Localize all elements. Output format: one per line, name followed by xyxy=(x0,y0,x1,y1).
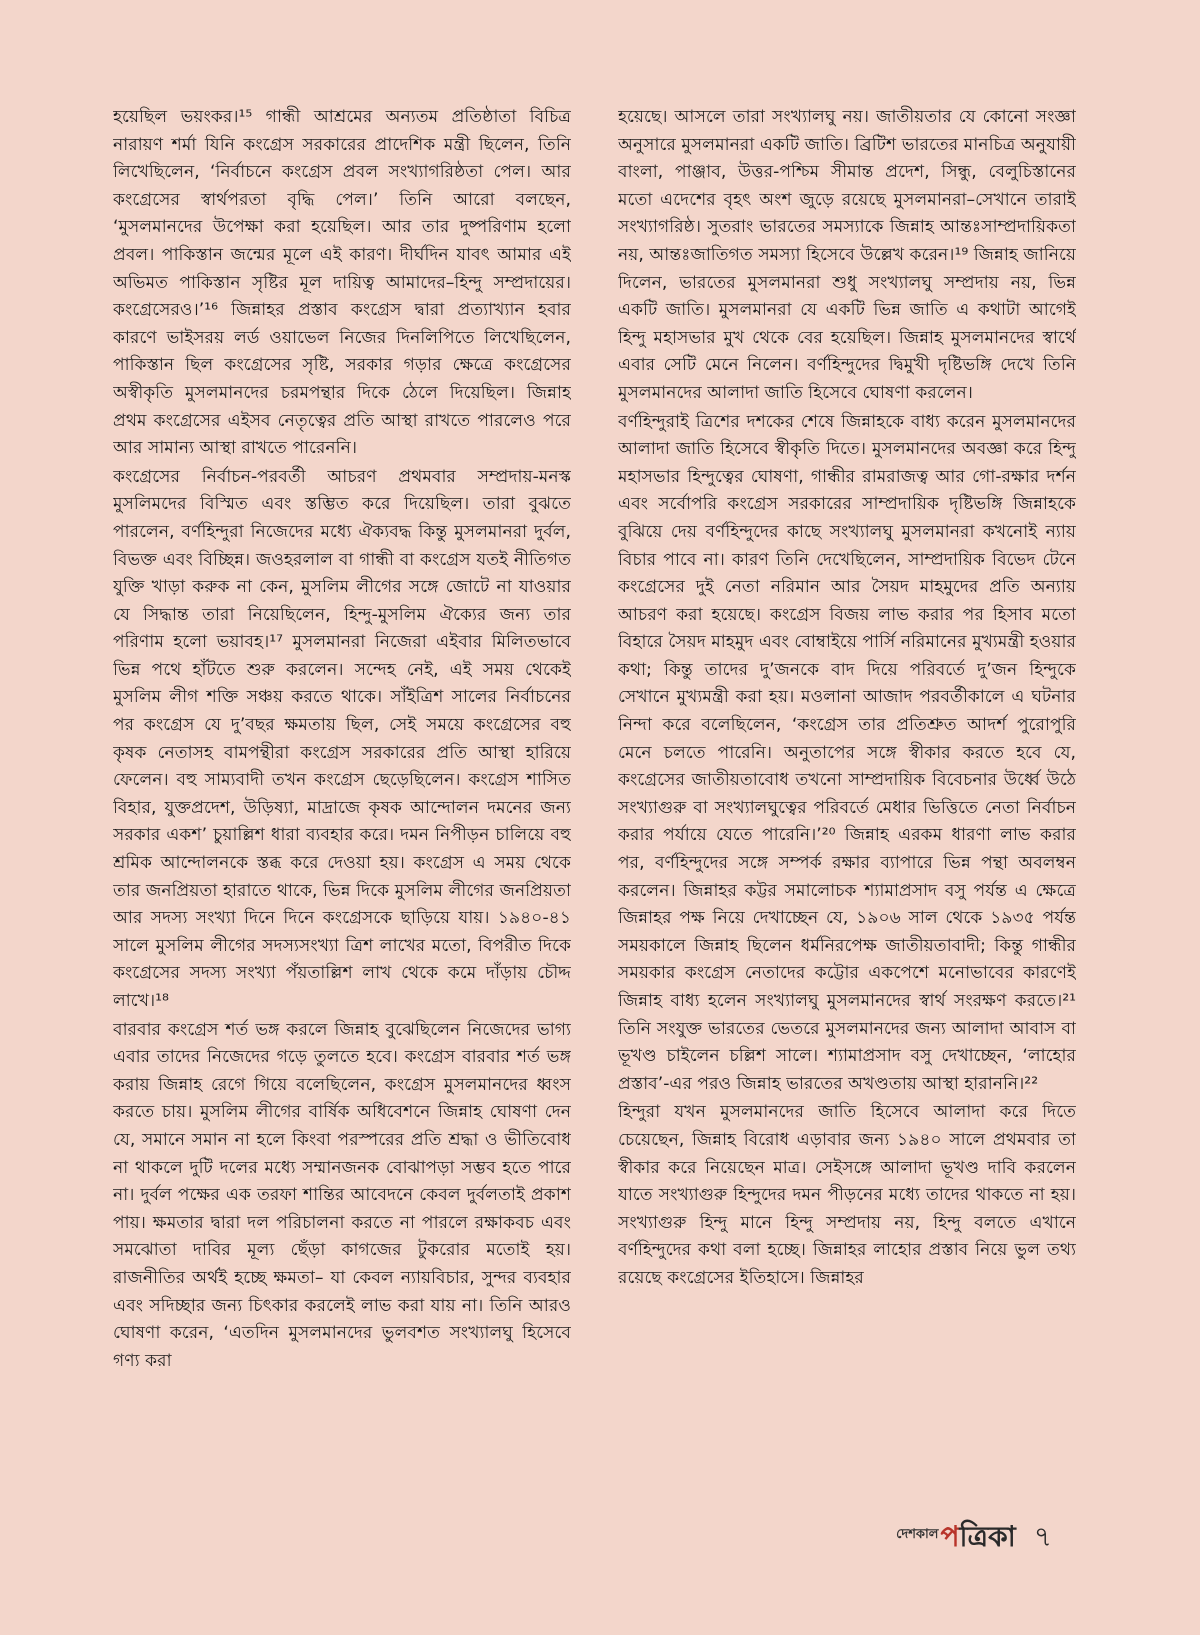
magazine-logo xyxy=(896,1522,1016,1552)
logo-main-rest: ত্রিকা xyxy=(959,1520,1016,1553)
left-paragraph-2: কংগ্রেসের নির্বাচন-পরবর্তী আচরণ প্রথমবার সম্প্রদায়-মনস্ক মুসলিমদের বিস্মিত এবং স্তম্ভিত করে দিয়েছিল। তারা বুঝতে পারলেন, বর্ণহিন্দুরা নিজেদের মধ্যে ঐক্যবদ্ধ কিন্তু মুসলমানরা দুর্বল, বিভক্ত এবং বিচ্ছিন্ন। জওহরলাল বা গান্ধী বা কংগ্রেস যতই নীতিগত যুক্তি খাড়া করুক না কেন, মুসলিম লীগের সঙ্গে জোটে না যাওয়ার যে সিদ্ধান্ত তারা নিয়েছিলেন, হিন্দু-মুসলিম ঐক্যের জন্য তার পরিণাম হলো ভয়াবহ।¹⁷ মুসলমানরা নিজেরা এইবার মিলিতভাবে ভিন্ন পথে হাঁটতে শুরু করলেন। সন্দেহ নেই, এই সময় থেকেই মুসলিম লীগ শক্তি সঞ্চয় করতে থাকে। সাঁইত্রিশ সালের নির্বাচনের পর কংগ্রেস যে দু’বছর ক্ষমতায় ছিল, সেই সময়ে কংগ্রেসের বহু কৃষক নেতাসহ বামপন্থীরা কংগ্রেস সরকারের প্রতি আস্থা হারিয়ে ফেলেন। বহু সাম্যবাদী তখন কংগ্রেস ছেড়েছিলেন। কংগ্রেস শাসিত বিহার, যুক্তপ্রদেশ, উড়িষ্যা, মাদ্রাজে কৃষক আন্দোলন দমনের জন্য সরকার একশ’ চুয়াল্লিশ ধারা ব্যবহার করে। দমন নিপীড়ন চালিয়ে বহু শ্রমিক আন্দোলনকে স্তব্ধ করে দেওয়া হয়। কংগ্রেস এ সময় থেকে তার জনপ্রিয়তা হারাতে থাকে, ভিন্ন দিকে মুসলিম লীগের জনপ্রিয়তা আর সদস্য সংখ্যা দিনে দিনে কংগ্রেসকে ছাড়িয়ে যায়। ১৯৪০-৪১ সালে মুসলিম লীগের সদস্যসংখ্যা ত্রিশ লাখের মতো, বিপরীত দিকে কংগ্রেসের সদস্য সংখ্যা পঁয়তাল্লিশ লাখ থেকে কমে দাঁড়ায় চৌদ্দ লাখে।¹⁸ xyxy=(113,466,571,1011)
right-column xyxy=(618,104,1076,1499)
right-paragraph-3: হিন্দুরা যখন মুসলমানদের জাতি হিসেবে আলাদা করে দিতে চেয়েছেন, জিন্নাহ বিরোধ এড়াবার জন্য ১৯৪০ সালে প্রথমবার তা স্বীকার করে নিয়েছেন মাত্র। সেইসঙ্গে আলাদা ভূখণ্ড দাবি করলেন যাতে সংখ্যাগুরু হিন্দুদের দমন পীড়নের মধ্যে তাদের থাকতে না হয়। সংখ্যাগুরু হিন্দু মানে হিন্দু সম্প্রদায় নয়, হিন্দু বলতে এখানে বর্ণহিন্দুদের কথা বলা হচ্ছে। জিন্নাহর লাহোর প্রস্তাব নিয়ে ভুল তথ্য রয়েছে কংগ্রেসের ইতিহাসে। জিন্নাহর xyxy=(618,1102,1076,1288)
page-footer xyxy=(896,1508,1052,1552)
logo-prefix: দেশকাল xyxy=(896,1527,939,1542)
logo-main xyxy=(940,1522,1015,1552)
right-paragraph-1: হয়েছে। আসলে তারা সংখ্যালঘু নয়। জাতীয়তার যে কোনো সংজ্ঞা অনুসারে মুসলমানরা একটি জাতি। ব্রিটিশ ভারতের মানচিত্র অনুযায়ী বাংলা, পাঞ্জাব, উত্তর-পশ্চিম সীমান্ত প্রদেশ, সিন্ধু, বেলুচিস্তানের মতো এদেশের বৃহৎ অংশ জুড়ে রয়েছে মুসলমানরা–সেখানে তারাই সংখ্যাগরিষ্ঠ। সুতরাং ভারতের সমস্যাকে জিন্নাহ আন্তঃসাম্প্রদায়িকতা নয়, আন্তঃজাতিগত সমস্যা হিসেবে উল্লেখ করেন।¹⁹ জিন্নাহ জানিয়ে দিলেন, ভারতের মুসলমানরা শুধু সংখ্যালঘু সম্প্রদায় নয়, ভিন্ন একটি জাতি। মুসলমানরা যে একটি ভিন্ন জাতি এ কথাটা আগেই হিন্দু মহাসভার মুখ থেকে বের হয়েছিল। জিন্নাহ মুসলমানদের স্বার্থে এবার সেটি মেনে নিলেন। বর্ণহিন্দুদের দ্বিমুখী দৃষ্টিভঙ্গি দেখে তিনি মুসলমানদের আলাদা জাতি হিসেবে ঘোষণা করলেন। xyxy=(618,107,1076,403)
right-paragraph-2: বর্ণহিন্দুরাই ত্রিশের দশকের শেষে জিন্নাহকে বাধ্য করেন মুসলমানদের আলাদা জাতি হিসেবে স্বীকৃতি দিতে। মুসলমানদের অবজ্ঞা করে হিন্দু মহাসভার হিন্দুত্বের ঘোষণা, গান্ধীর রামরাজত্ব আর গো-রক্ষার দর্শন এবং সর্বোপরি কংগ্রেস সরকারের সাম্প্রদায়িক দৃষ্টিভঙ্গি জিন্নাহকে বুঝিয়ে দেয় বর্ণহিন্দুদের কাছে সংখ্যালঘু মুসলমানরা কখনোই ন্যায় বিচার পাবে না। কারণ তিনি দেখেছিলেন, সাম্প্রদায়িক বিভেদ টেনে কংগ্রেসের দুই নেতা নরিমান আর সৈয়দ মাহমুদের প্রতি অন্যায় আচরণ করা হয়েছে। কংগ্রেস বিজয় লাভ করার পর হিসাব মতো বিহারে সৈয়দ মাহমুদ এবং বোম্বাইয়ে পার্সি নরিমানের মুখ্যমন্ত্রী হওয়ার কথা; কিন্তু তাদের দু’জনকে বাদ দিয়ে পরিবর্তে দু’জন হিন্দুকে সেখানে মুখ্যমন্ত্রী করা হয়। মওলানা আজাদ পরবর্তীকালে এ ঘটনার নিন্দা করে বলেছিলেন, ‘কংগ্রেস তার প্রতিশ্রুত আদর্শ পুরোপুরি মেনে চলতে পারেনি। অনুতাপের সঙ্গে স্বীকার করতে হবে যে, কংগ্রেসের জাতীয়তাবোধ তখনো সাম্প্রদায়িক বিবেচনার উর্ধ্বে উঠে সংখ্যাগুরু বা সংখ্যালঘুত্বের পরিবর্তে মেধার ভিত্তিতে নেতা নির্বাচন করার পর্যায়ে যেতে পারেনি।’²⁰ জিন্নাহ এরকম ধারণা লাভ করার পর, বর্ণহিন্দুদের সঙ্গে সম্পর্ক রক্ষার ব্যাপারে ভিন্ন পন্থা অবলম্বন করলেন। জিন্নাহর কট্টর সমালোচক শ্যামাপ্রসাদ বসু পর্যন্ত এ ক্ষেত্রে জিন্নাহর পক্ষ নিয়ে দেখাচ্ছেন যে, ১৯০৬ সাল থেকে ১৯৩৫ পর্যন্ত সময়কালে জিন্নাহ ছিলেন ধর্মনিরপেক্ষ জাতীয়তাবাদী; কিন্তু গান্ধীর সময়কার কংগ্রেস নেতাদের কট্টোর একপেশে মনোভাবের কারণেই জিন্নাহ বাধ্য হলেন সংখ্যালঘু মুসলমানদের স্বার্থ সংরক্ষণ করতে।²¹ তিনি সংযুক্ত ভারতের ভেতরে মুসলমানদের জন্য আলাদা আবাস বা ভূখণ্ড চাইলেন চল্লিশ সালে। শ্যামাপ্রসাদ বসু দেখাচ্ছেন, ‘লাহোর প্রস্তাব’-এর পরও জিন্নাহ ভারতের অখণ্ডতায় আস্থা হারাননি।²² xyxy=(618,411,1076,1094)
left-paragraph-1: হয়েছিল ভয়ংকর।¹⁵ গান্ধী আশ্রমের অন্যতম প্রতিষ্ঠাতা বিচিত্র নারায়ণ শর্মা যিনি কংগ্রেস সরকারের প্রাদেশিক মন্ত্রী ছিলেন, তিনি লিখেছিলেন, ‘নির্বাচনে কংগ্রেস প্রবল সংখ্যাগরিষ্ঠতা পেল। আর কংগ্রেসের স্বার্থপরতা বৃদ্ধি পেল।’ তিনি আরো বলছেন, ‘মুসলমানদের উপেক্ষা করা হয়েছিল। আর তার দুষ্পরিণাম হলো প্রবল। পাকিস্তান জন্মের মূলে এই কারণ। দীর্ঘদিন যাবৎ আমার এই অভিমত পাকিস্তান সৃষ্টির মূল দায়িত্ব আমাদের–হিন্দু সম্প্রদায়ের। কংগ্রেসেরও।’¹⁶ জিন্নাহর প্রস্তাব কংগ্রেস দ্বারা প্রত্যাখ্যান হবার কারণে ভাইসরয় লর্ড ওয়াভেল নিজের দিনলিপিতে লিখেছিলেন, পাকিস্তান ছিল কংগ্রেসের সৃষ্টি, সরকার গড়ার ক্ষেত্রে কংগ্রেসের অস্বীকৃতি মুসলমানদের চরমপন্থার দিকে ঠেলে দিয়েছিল। জিন্নাহ প্রথম কংগ্রেসের এইসব নেতৃত্বের প্রতি আস্থা রাখতে পারলেও পরে আর সামান্য আস্থা রাখতে পারেননি। xyxy=(113,107,571,459)
left-column xyxy=(113,104,571,1499)
left-paragraph-3: বারবার কংগ্রেস শর্ত ভঙ্গ করলে জিন্নাহ বুঝেছিলেন নিজেদের ভাগ্য এবার তাদের নিজেদের গড়ে তুলতে হবে। কংগ্রেস বারবার শর্ত ভঙ্গ করায় জিন্নাহ রেগে গিয়ে বলেছিলেন, কংগ্রেস মুসলমানদের ধ্বংস করতে চায়। মুসলিম লীগের বার্ষিক অধিবেশনে জিন্নাহ ঘোষণা দেন যে, সমানে সমান না হলে কিংবা পরস্পরের প্রতি শ্রদ্ধা ও ভীতিবোধ না থাকলে দুটি দলের মধ্যে সম্মানজনক বোঝাপড়া সম্ভব হতে পারে না। দুর্বল পক্ষের এক তরফা শান্তির আবেদনে কেবল দুর্বলতাই প্রকাশ পায়। ক্ষমতার দ্বারা দল পরিচালনা করতে না পারলে রক্ষাকবচ এবং সমঝোতা দাবির মূল্য ছেঁড়া কাগজের টুকরোর মতোই হয়। রাজনীতির অর্থই হচ্ছে ক্ষমতা– যা কেবল ন্যায়বিচার, সুন্দর ব্যবহার এবং সদিচ্ছার জন্য চিৎকার করলেই লাভ করা যায় না। তিনি আরও ঘোষণা করেন, ‘এতদিন মুসলমানদের ভুলবশত সংখ্যালঘু হিসেবে গণ্য করা xyxy=(113,1019,571,1371)
logo-main-accent: প xyxy=(940,1520,960,1553)
page-number: ৭ xyxy=(1033,1520,1052,1553)
